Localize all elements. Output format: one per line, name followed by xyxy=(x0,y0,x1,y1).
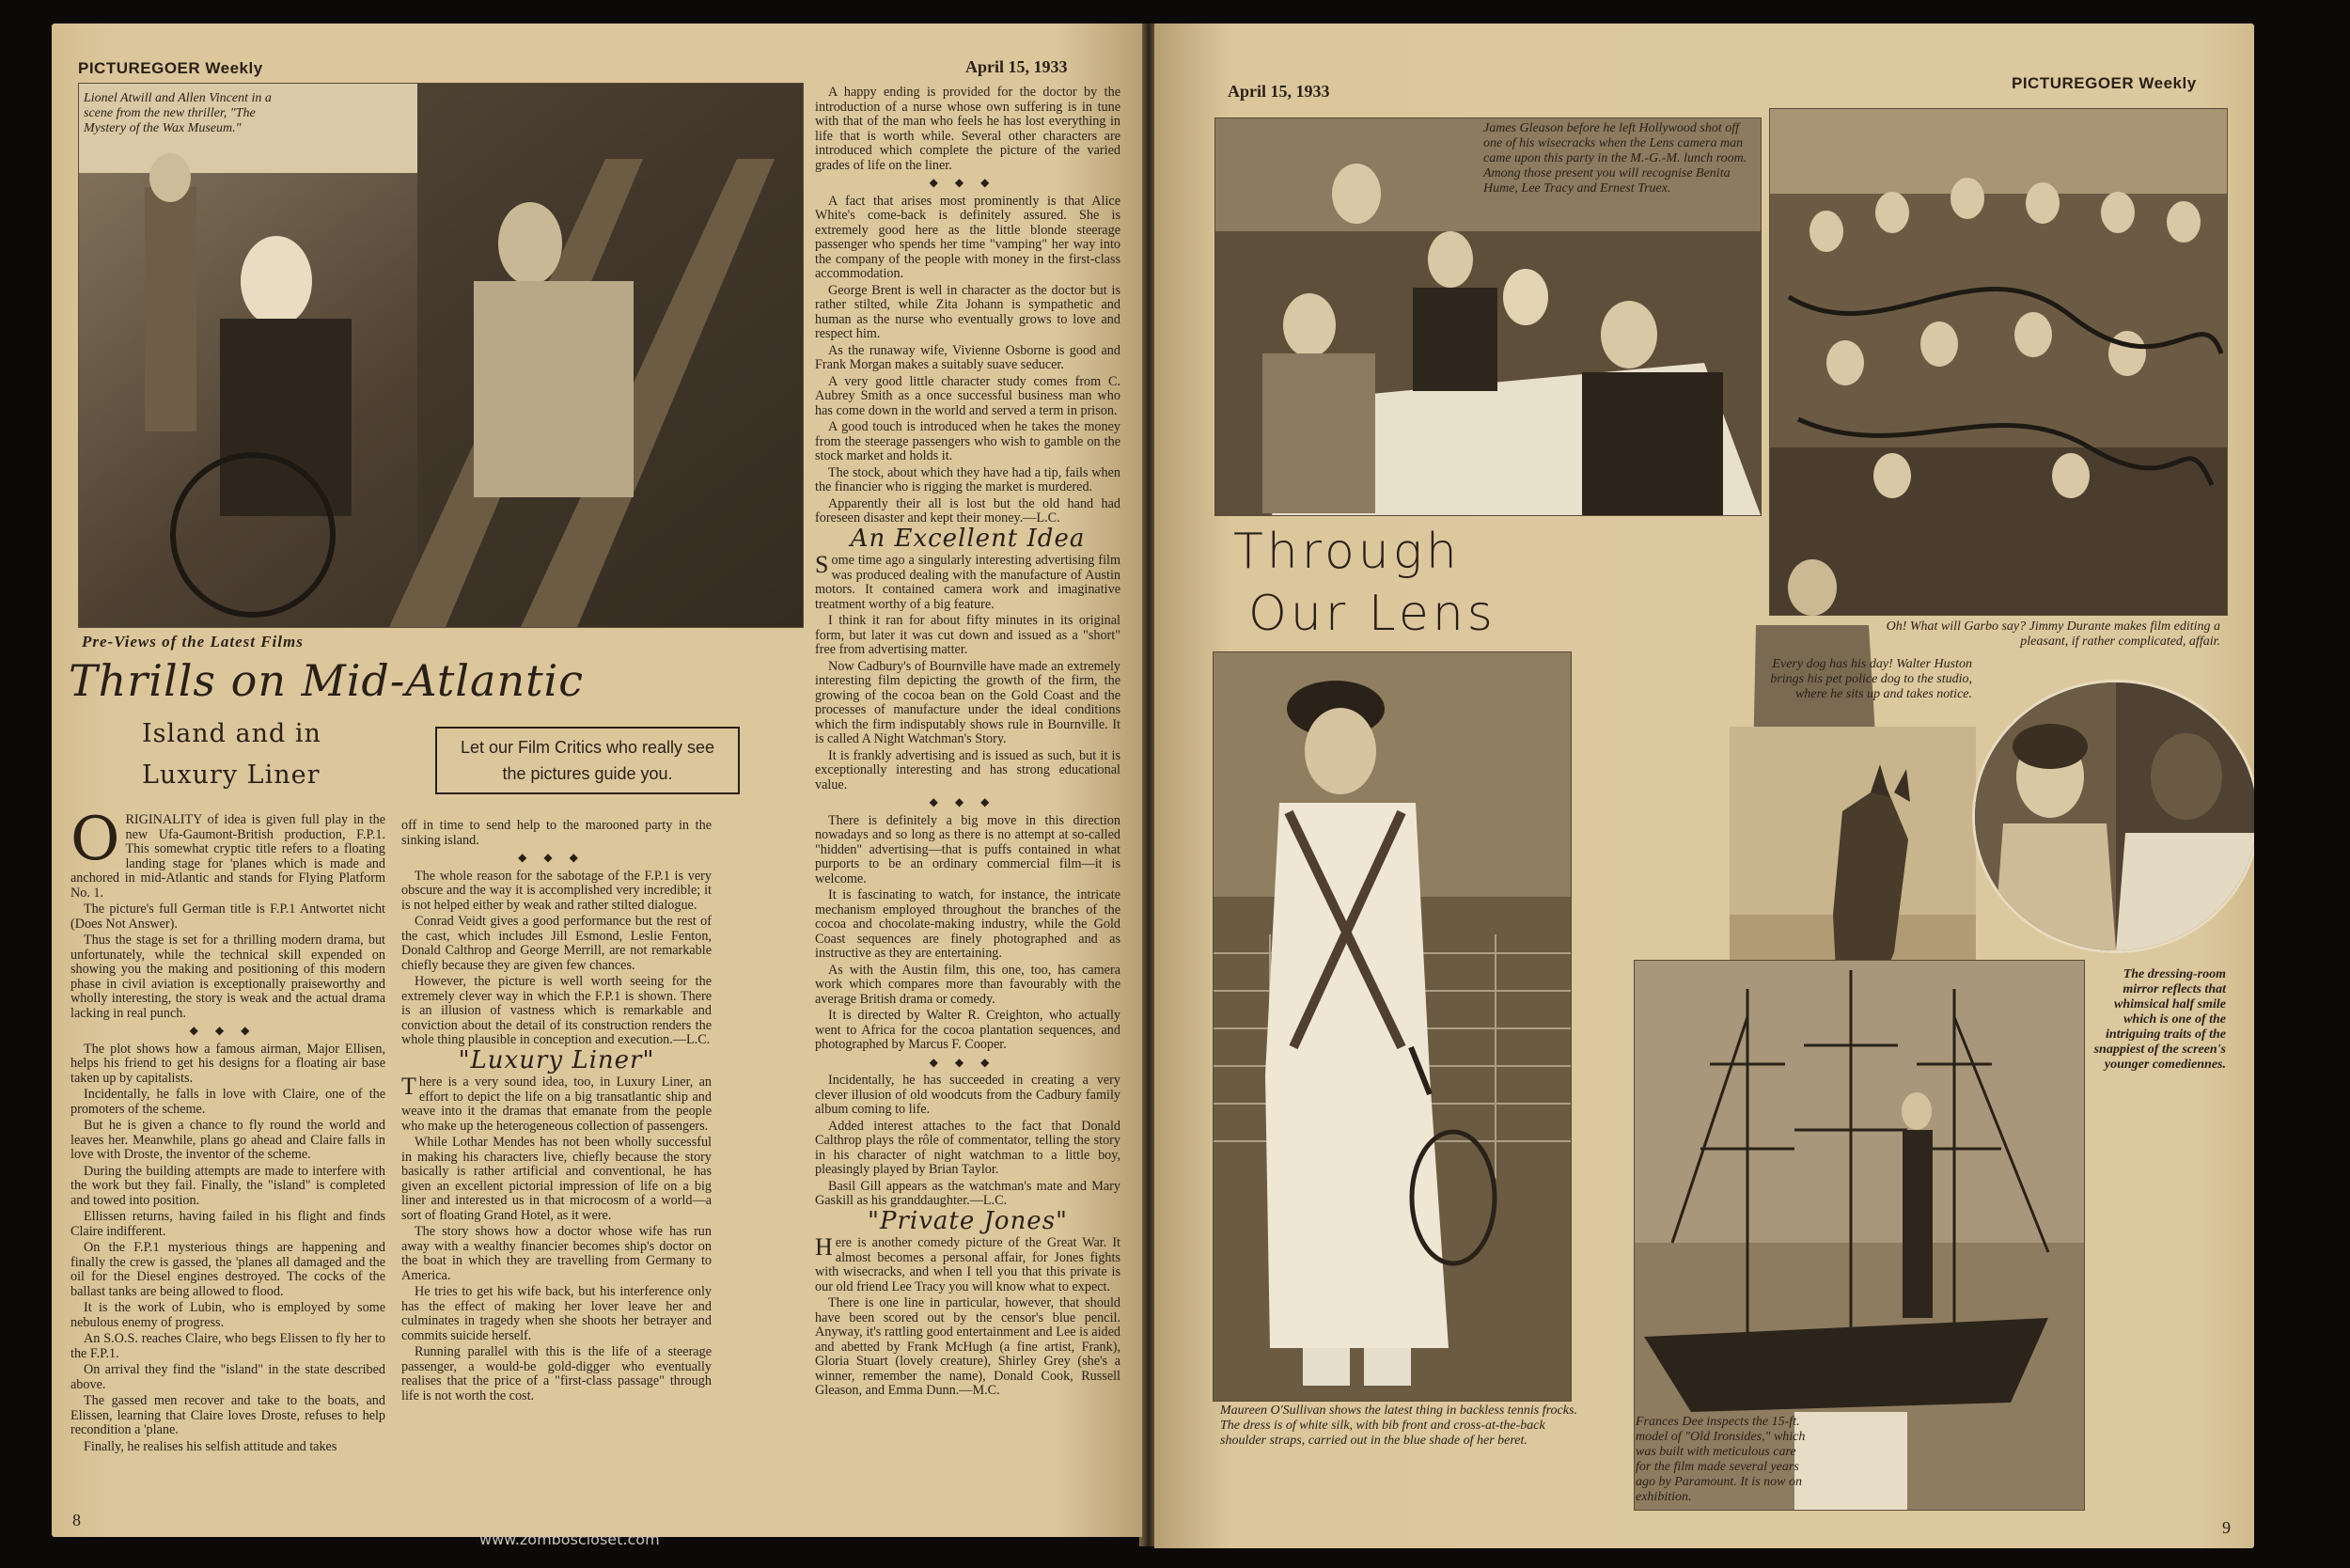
subtitle-line1: Island and in xyxy=(142,719,321,748)
article-paragraph: A fact that arises most prominently is that Alice White's come-back is definitely assured. She is extremely good here as the little blonde steerage passenger who spends her time "vamping" her way into the company of the people with money in the first-class accommodation. xyxy=(815,193,1120,281)
article-title: Thrills on Mid-Atlantic xyxy=(69,655,585,706)
article-paragraph: Running parallel with this is the life of a steerage passenger, a would-be gold-digger who eventually realises that the price of a "first-class passage" through life is not worth the cost. xyxy=(401,1344,712,1403)
article-paragraph: The plot shows how a famous airman, Major Ellisen, helps his friend to get his designs for a floating air base taken up by capitalists. xyxy=(70,1041,385,1086)
section-dots: ◆◆◆ xyxy=(518,851,595,864)
critics-boxnote: Let our Film Critics who really see the pictures guide you. xyxy=(435,727,740,794)
article-paragraph: Incidentally, he has succeeded in creating a very clever illusion of old woodcuts from the Cadbury family album coming to life. xyxy=(815,1073,1120,1117)
photo-caption: Lionel Atwill and Allen Vincent in a scene from the new thriller, "The Mystery of the Wax Museum." xyxy=(84,91,272,135)
article-paragraph: Basil Gill appears as the watchman's mate and Mary Gaskill as his granddaughter.—L.C. xyxy=(815,1178,1120,1208)
initial-cap: H xyxy=(815,1233,833,1261)
through-title: Through xyxy=(1233,524,1461,580)
article-paragraph: Ellissen returns, having failed in his flight and finds Claire indifferent. xyxy=(70,1209,385,1239)
page-number-left: 8 xyxy=(72,1511,81,1529)
article-paragraph: There is definitely a big move in this direction nowadays and so long as there is no attempt at so-called "hidden" advertising—that is puffs contained in what purports to be an ordinary commercial film—it is welcome. xyxy=(815,812,1120,886)
durante-caption: Oh! What will Garbo say? Jimmy Durante makes film editing a pleasant, if rather complicated, affair. xyxy=(1886,619,2220,649)
article-paragraph: While Lothar Mendes has not been wholly successful in making his characters live, chiefly because the story basically is rather artificial and conventional, he has given an excellent pictorial impression of life on a big liner and interested us in that microcosm of a world—a sort of floating Grand Hotel, as it were. xyxy=(401,1135,712,1223)
subheading: "Luxury Liner" xyxy=(458,1045,655,1074)
article-paragraph: Now Cadbury's of Bournville have made an extremely interesting film depicting the growth of the firm, the growing of the cocoa bean on the Gold Coast and the processes of manufacture under the ideal conditions which the firm indisputably shows rule in Bournville. It is called A Night Watchman's Story. xyxy=(815,658,1120,746)
issue-date: April 15, 1933 xyxy=(965,57,1068,76)
osullivan-photo xyxy=(1213,651,1572,1402)
left-page xyxy=(52,24,1142,1537)
article-paragraph: ere is another comedy picture of the Great War. It almost becomes a personal affair, for Jones fights with wisecracks, and when I tell you that this private is our old friend Lee Tracy you will know what to expect. xyxy=(815,1235,1120,1294)
article-paragraph: Apparently their all is lost but the old hand had foreseen disaster and kept their money.—L.C. xyxy=(815,495,1120,525)
article-paragraph: During the building attempts are made to interfere with the work but they fail. Finally, the "island" is completed and towed into position. xyxy=(70,1163,385,1208)
article-paragraph: But he is given a chance to fly round the world and leaves her. Meanwhile, plans go ahead and Claire falls in love with Droste, the inventor of the scheme. xyxy=(70,1118,385,1162)
article-paragraph: It is directed by Walter R. Creighton, who actually went to Africa for the cocoa plantation sequences, and photographed by Marcus F. Cooper. xyxy=(815,1008,1120,1052)
durante-photo xyxy=(1769,108,2228,616)
subtitle-line2: Luxury Liner xyxy=(142,760,321,790)
our-lens-title: Our Lens xyxy=(1248,586,1496,642)
article-paragraph: Finally, he realises his selfish attitude and takes xyxy=(84,1438,337,1454)
article-paragraph: There is one line in particular, however, that should have been scored out by the censor's blue pencil. Anyway, it's rattling good entertainment and Lee is aided and abetted by Frank McHugh (a fine artist, Frank), Gloria Stuart (lovely creature), Shirley Grey (she's a winner, remember the name), Donald Cook, Russell Gleason, and Emma Dunn.—M.C. xyxy=(815,1295,1120,1398)
column-1 xyxy=(70,813,385,1518)
article-paragraph: As with the Austin film, this one, too, has camera work which compares more than favourably with the average British drama or comedy. xyxy=(815,962,1120,1007)
initial-cap: T xyxy=(401,1073,416,1100)
article-paragraph: I think it ran for about fifty minutes in its original form, but later it was cut down and issued as a "short" free from advertising matter. xyxy=(815,613,1120,657)
article-paragraph: He tries to get his wife back, but his interference only has the effect of making her lover leave her and culminates in tragedy when she shoots her betrayer and commits suicide herself. xyxy=(401,1284,712,1343)
subheading: An Excellent Idea xyxy=(850,524,1086,553)
article-paragraph: As the runaway wife, Vivienne Osborne is good and Frank Morgan makes a suitably suave seducer. xyxy=(815,342,1120,372)
issue-date-right: April 15, 1933 xyxy=(1228,82,1330,101)
article-paragraph: Incidentally, he falls in love with Claire, one of the promoters of the scheme. xyxy=(70,1087,385,1117)
article-paragraph: The picture's full German title is F.P.1 Antwortet nicht (Does Not Answer). xyxy=(70,902,385,932)
mirror-caption: The dressing-room mirror reflects that whimsical half smile which is one of the intriguing traits of the snappiest of the screen's younger comediennes. xyxy=(2093,967,2226,1072)
site-watermark: www.zomboscloset.com xyxy=(479,1530,660,1548)
article-paragraph: here is a very sound idea, too, in Luxury Liner, an effort to depict the life on a big transatlantic ship and weave into it the dramas that emanate from the people who make up the heterogeneous collection of passengers. xyxy=(401,1074,712,1134)
article-paragraph: A very good little character study comes from C. Aubrey Smith as a once successful business man who has come down in the world and served a term in prison. xyxy=(815,373,1120,418)
article-paragraph: On arrival they find the "island" in the state described above. xyxy=(70,1362,385,1392)
article-paragraph: The whole reason for the sabotage of the F.P.1 is very obscure and the way it is accomplished very incredible; it is not helped either by weak and rather stilted dialogue. xyxy=(401,868,712,913)
article-paragraph: George Brent is well in character as the doctor but is rather stilted, while Zita Johann is sympathetic and human as the nurse who eventually grows to love and respect him. xyxy=(815,282,1120,341)
article-paragraph: The stock, about which they have had a tip, fails when the financier who is rigging the market is murdered. xyxy=(815,464,1120,494)
article-paragraph: On the F.P.1 mysterious things are happening and finally the crew is gassed, the 'planes all damaged and the oil for the Diesel engines destroyed. The cocks of the ballast tanks are being allowed to flood. xyxy=(70,1240,385,1299)
article-paragraph: Thus the stage is set for a thrilling modern drama, but unfortunately, while the technical skill expended on showing you the making and positioning of this modern phase in civil aviation is exceptionally praiseworthy and wholly interesting, the story is weak and the actual drama lacking in real punch. xyxy=(70,933,385,1021)
article-paragraph: It is the work of Lubin, who is employed by some nebulous enemy of progress. xyxy=(70,1300,385,1330)
page-number-right: 9 xyxy=(2222,1518,2231,1537)
article-paragraph: A good touch is introduced when he takes the money from the steerage passengers who wish to gamble on the stock market and holds it. xyxy=(815,419,1120,463)
huston-caption: Every dog has his day! Walter Huston brings his pet police dog to the studio, where he sits up and takes notice. xyxy=(1770,657,1972,701)
section-label: Pre-Views of the Latest Films xyxy=(82,633,304,651)
article-paragraph: The gassed men recover and take to the boats, and Elissen, learning that Claire loves Droste, refuses to help recondition a 'plane. xyxy=(70,1393,385,1437)
column-2 xyxy=(401,819,712,1514)
subheading: "Private Jones" xyxy=(868,1206,1068,1235)
article-paragraph: It is fascinating to watch, for instance, the intricate mechanism employed throughout the branches of the cocoa and chocolate-making industry, while the Gold Coast sequences are finely photographed and as instructive as they are entertaining. xyxy=(815,887,1120,961)
masthead: PICTUREGOER Weekly xyxy=(78,59,263,77)
article-paragraph: An S.O.S. reaches Claire, who begs Elissen to fly her to the F.P.1. xyxy=(70,1331,385,1361)
column-3 xyxy=(815,86,1120,1533)
section-dots: ◆◆◆ xyxy=(189,1024,267,1037)
article-paragraph: Added interest attaches to the fact that Donald Calthrop plays the rôle of commentator, telling the story in his character of night watchman to a little boy, pleasingly played by Brian Taylor. xyxy=(815,1118,1120,1177)
gleason-caption: James Gleason before he left Hollywood shot off one of his wisecracks when the Lens camera man came upon this party in the M.-G.-M. lunch room. Among those present you will recognise Benita Hume, Lee Tracy and Ernest Truex. xyxy=(1483,121,1747,196)
masthead-right: PICTUREGOER Weekly xyxy=(2012,74,2197,92)
article-paragraph: Conrad Veidt gives a good performance but the rest of the cast, which includes Jill Esmond, Leslie Fenton, Donald Calthrop and George Merrill, are not remarkable chiefly because they are given few chances. xyxy=(401,914,712,973)
article-paragraph: A happy ending is provided for the doctor by the introduction of a nurse whose own suffering is in tune with that of the man who feels he has lost everything in life that is worth while. Several other characters are introduced which complete the picture of the varied grades of life on the liner. xyxy=(815,86,1120,173)
section-dots: ◆◆◆ xyxy=(929,1055,1007,1069)
mirror-photo xyxy=(1972,680,2254,953)
osullivan-caption: Maureen O'Sullivan shows the latest thing in backless tennis frocks. The dress is of white silk, with bib front and cross-at-the-back shoulder straps, carried out in the blue shade of her beret. xyxy=(1220,1403,1577,1448)
article-paragraph: off in time to send help to the marooned party in the sinking island. xyxy=(401,819,712,848)
section-dots: ◆◆◆ xyxy=(929,176,1007,189)
article-paragraph: It is frankly advertising and is issued as such, but it is exceptionally interesting and has strong educational value. xyxy=(815,747,1120,792)
article-paragraph: However, the picture is well worth seeing for the extremely clever way in which the F.P.1 is shown. There is an illusion of vastness which is remarkable and conviction about the detail of its construction renders the whole thing plausible in conception and execution.—L.C. xyxy=(401,974,712,1047)
initial-cap: S xyxy=(815,551,829,578)
article-paragraph: The story shows how a doctor whose wife has run away with a wealthy financier becomes ship's doctor on the boat in which they are travelling from Germany to America. xyxy=(401,1224,712,1283)
right-page xyxy=(1154,24,2254,1548)
article-paragraph: ome time ago a singularly interesting advertising film was produced dealing with the manufacture of Austin motors. It contained camera work and imaginative treatment worthy of a big feature. xyxy=(815,553,1120,612)
article-paragraph: RIGINALITY of idea is given full play in the new Ufa-Gaumont-British production, F.P.1. This somewhat cryptic title refers to a floating landing stage for 'planes which is made and anchored in mid-Atlantic and stands for Flying Platform No. 1. xyxy=(70,813,385,901)
frances-dee-caption: Frances Dee inspects the 15-ft. model of "Old Ironsides," which was built with meticulous care for the film made several years ago by Paramount. It is now on exhibition. xyxy=(1636,1415,1806,1504)
wax-museum-photo xyxy=(78,83,804,628)
section-dots: ◆◆◆ xyxy=(929,795,1007,808)
dropcap-o: O xyxy=(70,813,120,874)
